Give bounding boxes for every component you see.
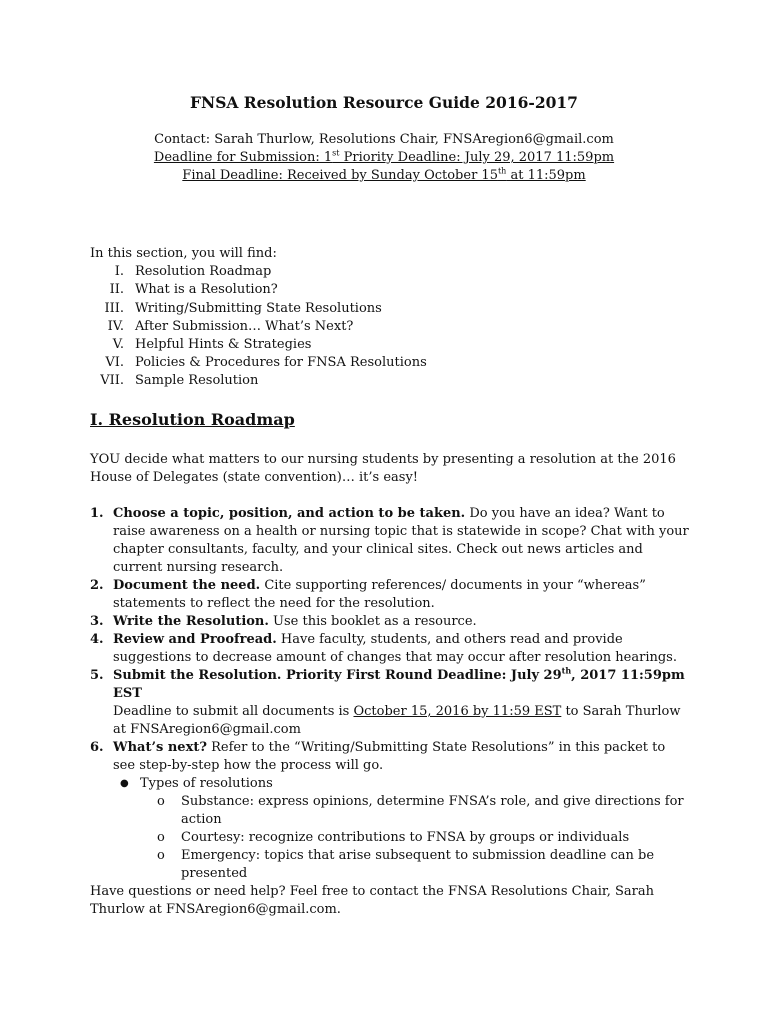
document-title: FNSA Resolution Resource Guide 2016-2017 <box>190 93 578 112</box>
step-text: Deadline to submit all documents is <box>113 704 354 719</box>
step-item <box>90 667 690 739</box>
resolution-type-text: Substance: express opinions, determine FNSA’s role, and give directions for action <box>181 794 684 827</box>
toc-item <box>90 354 690 372</box>
step-number: 1. <box>90 506 104 521</box>
step-body <box>113 577 690 613</box>
bullet-icon: ● <box>120 778 129 789</box>
step-title: Document the need. <box>113 578 261 593</box>
step-body <box>113 505 690 577</box>
types-label: Types of resolutions <box>140 776 273 791</box>
step-text: Have faculty, students, and others read and provide suggestions to decrease amount of changes that may occur after resolution hearings. <box>113 632 677 665</box>
step-title <box>113 665 685 701</box>
step-body <box>113 739 690 775</box>
toc-item <box>90 372 690 390</box>
section-intro: YOU decide what matters to our nursing students by presenting a resolution at the 2016 House of Delegates (state convention)… it’s easy! <box>90 452 676 485</box>
steps-list <box>90 505 690 919</box>
step-text: Use this booklet as a resource. <box>268 614 477 629</box>
step-item <box>90 505 690 577</box>
types-bullet <box>120 775 690 793</box>
resolution-type <box>157 793 690 829</box>
toc-item-label: Helpful Hints & Strategies <box>135 336 312 352</box>
step-title: Review and Proofread. <box>113 632 277 647</box>
step-body <box>113 613 690 631</box>
step-item <box>90 631 690 667</box>
toc-item-number: VII. <box>100 373 124 389</box>
toc-item-number: VI. <box>105 355 124 371</box>
final-text: Final Deadline: Received by Sunday October 15 <box>182 168 498 183</box>
resolution-type <box>157 829 690 847</box>
resolution-type <box>157 847 690 883</box>
toc-item-label: Resolution Roadmap <box>135 264 272 280</box>
circle-bullet-icon: o <box>157 794 165 809</box>
final-sup: th <box>497 166 507 176</box>
contact-line: Contact: Sarah Thurlow, Resolutions Chair, FNSAregion6@gmail.com <box>154 132 614 147</box>
step-title-sup: th <box>561 665 572 676</box>
toc-item <box>90 300 690 318</box>
step-text-end: to Sarah Thurlow at FNSAregion6@gmail.com <box>113 704 681 737</box>
toc-item-number: II. <box>109 282 124 298</box>
step-text: Refer to the “Writing/Submitting State Resolutions” in this packet to see step-by-step how the process will go. <box>113 740 666 773</box>
step-title-text-end: , 2017 11:59pm EST <box>113 668 685 701</box>
toc-item-number: V. <box>112 336 124 352</box>
circle-bullet-icon: o <box>157 830 165 845</box>
step-number: 2. <box>90 578 104 593</box>
toc-item-number: III. <box>104 300 124 316</box>
toc-item-number: I. <box>114 264 124 280</box>
step-item <box>90 577 690 613</box>
final-text-end: at 11:59pm <box>506 168 586 183</box>
toc-item-label: After Submission… What’s Next? <box>135 318 354 334</box>
submission-deadline <box>0 149 768 167</box>
step-number: 3. <box>90 614 104 629</box>
deadline-text: Deadline for Submission: 1 <box>153 150 333 165</box>
toc-intro: In this section, you will find: <box>90 246 277 261</box>
toc-item-label: What is a Resolution? <box>135 282 278 298</box>
toc-item-number: IV. <box>107 318 124 334</box>
closing-paragraph: Have questions or need help? Feel free to contact the FNSA Resolutions Chair, Sarah Thurlow at FNSAregion6@gmail.com. <box>90 884 654 917</box>
resolution-type-text: Emergency: topics that arise subsequent to submission deadline can be presented <box>181 848 655 881</box>
step-title: Write the Resolution. <box>113 614 269 629</box>
table-of-contents <box>90 245 690 391</box>
toc-item-label: Policies & Procedures for FNSA Resolutions <box>135 355 427 371</box>
step-body <box>113 667 690 739</box>
document-header <box>0 92 768 185</box>
toc-item-label: Writing/Submitting State Resolutions <box>135 300 382 316</box>
toc-item <box>90 281 690 299</box>
toc-item-label: Sample Resolution <box>135 373 259 389</box>
step-number: 4. <box>90 632 104 647</box>
toc-item <box>90 336 690 354</box>
step-title: What’s next? <box>113 740 207 755</box>
deadline-sup: st <box>332 148 340 158</box>
resolution-type-text: Courtesy: recognize contributions to FNSA by groups or individuals <box>181 830 630 845</box>
step-item <box>90 613 690 631</box>
step-text: Do you have an idea? Want to raise awareness on a health or nursing topic that is statewide in scope? Chat with your chapter consultants, faculty, and your clinical sites. Check out news articles and current nursing research. <box>113 506 689 575</box>
step-title: Choose a topic, position, and action to be taken. <box>113 506 466 521</box>
step-number: 5. <box>90 668 104 683</box>
final-deadline <box>0 167 768 185</box>
step-number: 6. <box>90 740 104 755</box>
section-heading: I. Resolution Roadmap <box>90 410 295 429</box>
step-item <box>90 739 690 775</box>
step-text: Cite supporting references/ documents in your “whereas” statements to reflect the need for the resolution. <box>113 578 646 611</box>
step-title-text: Submit the Resolution. Priority First Round Deadline: July 29 <box>113 668 562 683</box>
toc-item <box>90 263 690 281</box>
toc-item <box>90 318 690 336</box>
step-deadline-date: October 15, 2016 by 11:59 EST <box>353 704 562 719</box>
deadline-text-end: Priority Deadline: July 29, 2017 11:59pm <box>339 150 615 165</box>
step-body <box>113 631 690 667</box>
circle-bullet-icon: o <box>157 848 165 863</box>
